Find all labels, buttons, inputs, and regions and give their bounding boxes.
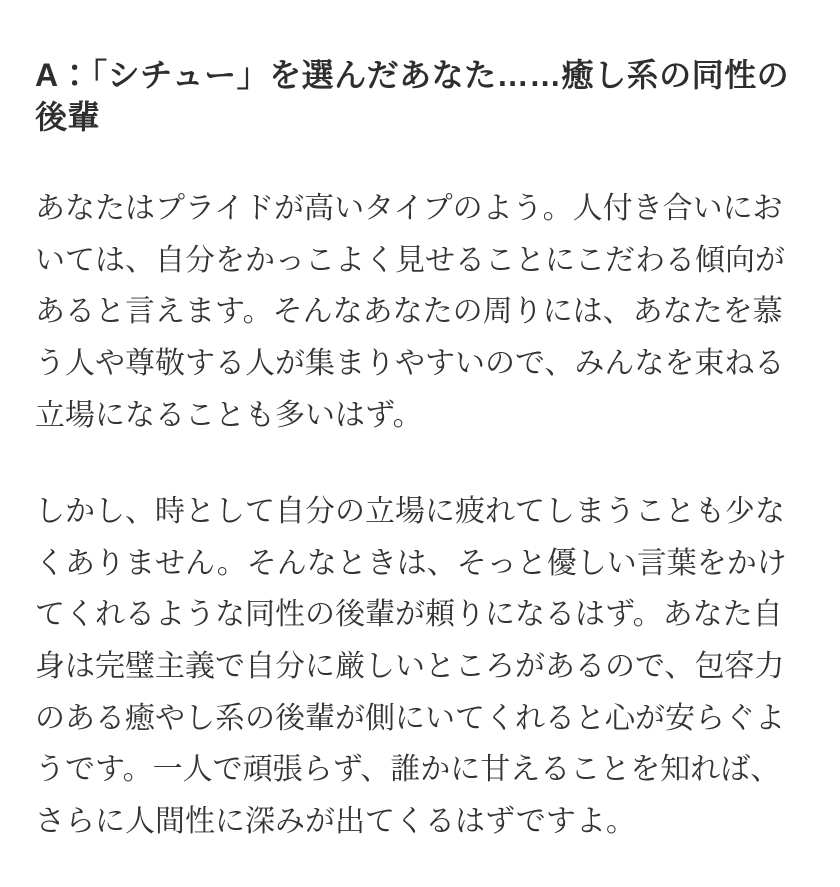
article-paragraph-1: あなたはプライドが高いタイプのよう。人付き合いにおいては、自分をかっこよく見せることにこだわる傾向があると言えます。そんなあなたの周りには、あなたを慕う人や尊敬する人が集まりやすいので、みんなを束ねる立場になることも多いはず。 [35,192,785,432]
article-paragraph-2: しかし、時として自分の立場に疲れてしまうことも少なくありません。そんなときは、そっと優しい言葉をかけてくれるような同性の後輩が頼りになるはず。あなた自身は完璧主義で自分に厳しいところがあるので、包容力のある癒やし系の後輩が側にいてくれると心が安らぐようです。一人で頑張らず、誰かに甘えることを知れば、さらに人間性に深みが出てくるはずですよ。 [35,495,787,838]
article-heading: A：「シチュー」を選んだあなた……癒し系の同性の後輩 [35,57,790,135]
